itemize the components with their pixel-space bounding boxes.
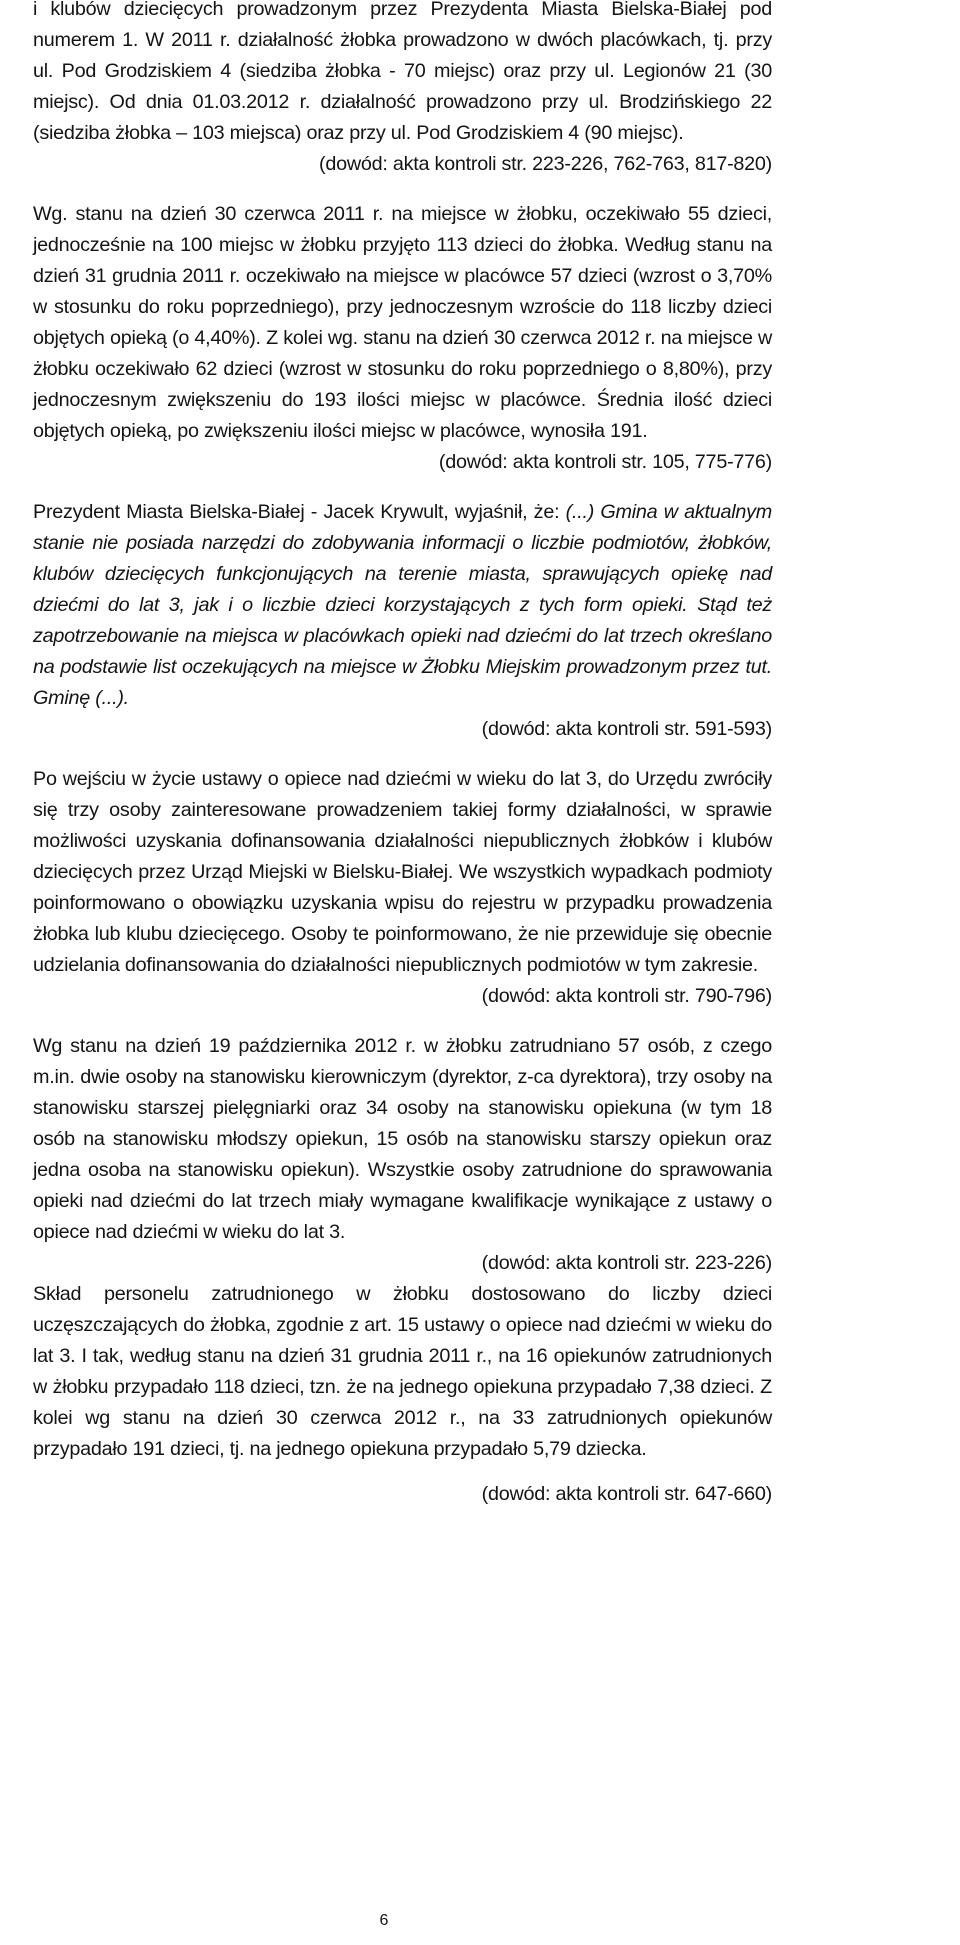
paragraph-waiting-list-stats: Wg. stanu na dzień 30 czerwca 2011 r. na miejsce w żłobku, oczekiwało 55 dzieci, jednocześnie na 100 miejsc w żłobku przyjęto 113 dzieci do żłobka. Według stanu na dzień 31 grudnia 2011 r. oczekiwało na miejsce w placówce 57 dzieci (wzrost o 3,70% w stosunku do roku poprzedniego), przy jednoczesnym wzroście do 118 liczby dzieci objętych opieką (o 4,40%). Z kolei wg. stanu na dzień 30 czerwca 2012 r. na miejsce w żłobku oczekiwało 62 dzieci (wzrost w stosunku do roku poprzedniego o 8,80%), przy jednoczesnym zwiększeniu do 193 ilości miejsc w placówce. Średnia ilość dzieci objętych opieką, po zwiększeniu ilości miejsc w placówce, wynosiła 191. — [33, 203, 772, 442]
evidence-reference: (dowód: akta kontroli str. 105, 775-776) — [438, 451, 772, 473]
explanation-intro: Prezydent Miasta Bielska-Białej - Jacek Krywult, wyjaśnił, że: — [33, 501, 566, 523]
evidence-reference: (dowód: akta kontroli str. 647-660) — [481, 1483, 772, 1505]
evidence-reference: (dowód: akta kontroli str. 223-226, 762-763, 817-820) — [319, 153, 772, 175]
paragraph-staff-ratio: Skład personelu zatrudnionego w żłobku dostosowano do liczby dzieci uczęszczających do żłobka, zgodnie z art. 15 ustawy o opiece nad dziećmi w wieku do lat 3. I tak, według stanu na dzień 31 grudnia 2011 r., na 16 opiekunów zatrudnionych w żłobku przypadało 118 dzieci, tzn. że na jednego opiekuna przypadało 7,38 dzieci. Z kolei wg stanu na dzień 30 czerwca 2012 r., na 33 zatrudnionych opiekunów przypadało 191 dzieci, tj. na jednego opiekuna przypadało 5,79 dziecka. — [33, 1283, 772, 1460]
page-number: 6 — [379, 1912, 389, 1929]
explanation-quote: (...) Gmina w aktualnym stanie nie posiada narzędzi do zdobywania informacji o liczbie podmiotów, żłobków, klubów dziecięcych funkcjonujących na terenie miasta, sprawujących opiekę nad dziećmi do lat 3, jak i o liczbie dzieci korzystających z tych form opieki. Stąd też zapotrzebowanie na miejsca w placówkach opieki nad dziećmi do lat trzech określano na podstawie list oczekujących na miejsce w Żłobku Miejskim prowadzonym przez tut. Gminę (...). — [33, 501, 772, 709]
evidence-reference: (dowód: akta kontroli str. 223-226) — [481, 1252, 772, 1274]
evidence-reference: (dowód: akta kontroli str. 790-796) — [481, 985, 772, 1007]
paragraph-funding-requests: Po wejściu w życie ustawy o opiece nad dziećmi w wieku do lat 3, do Urzędu zwróciły się trzy osoby zainteresowane prowadzeniem takiej formy działalności, w sprawie możliwości uzyskania dofinansowania działalności niepublicznych żłobków i klubów dziecięcych przez Urząd Miejski w Bielsku-Białej. We wszystkich wypadkach podmioty poinformowano o obowiązku uzyskania wpisu do rejestru w przypadku prowadzenia żłobka lub klubu dziecięcego. Osoby te poinformowano, że nie przewiduje się obecnie udzielania dofinansowania do działalności niepublicznych podmiotów w tym zakresie. — [33, 768, 772, 976]
page-body — [33, 0, 772, 1510]
evidence-reference: (dowód: akta kontroli str. 591-593) — [481, 718, 772, 740]
paragraph-president-explanation — [33, 497, 772, 714]
paragraph-zlobek-locations: i klubów dziecięcych prowadzonym przez Prezydenta Miasta Bielska-Białej pod numerem 1. W 2011 r. działalność żłobka prowadzono w dwóch placówkach, tj. przy ul. Pod Grodziskiem 4 (siedziba żłobka - 70 miejsc) oraz przy ul. Legionów 21 (30 miejsc). Od dnia 01.03.2012 r. działalność prowadzono przy ul. Brodzińskiego 22 (siedziba żłobka – 103 miejsca) oraz przy ul. Pod Grodziskiem 4 (90 miejsc). — [33, 0, 772, 144]
paragraph-staff-employment: Wg stanu na dzień 19 października 2012 r. w żłobku zatrudniano 57 osób, z czego m.in. dwie osoby na stanowisku kierowniczym (dyrektor, z-ca dyrektora), trzy osoby na stanowisku starszej pielęgniarki oraz 34 osoby na stanowisku opiekuna (w tym 18 osób na stanowisku młodszy opiekun, 15 osób na stanowisku starszy opiekun oraz jedna osoba na stanowisku opiekun). Wszystkie osoby zatrudnione do sprawowania opieki nad dziećmi do lat trzech miały wymagane kwalifikacje wynikające z ustawy o opiece nad dziećmi w wieku do lat 3. — [33, 1035, 772, 1243]
